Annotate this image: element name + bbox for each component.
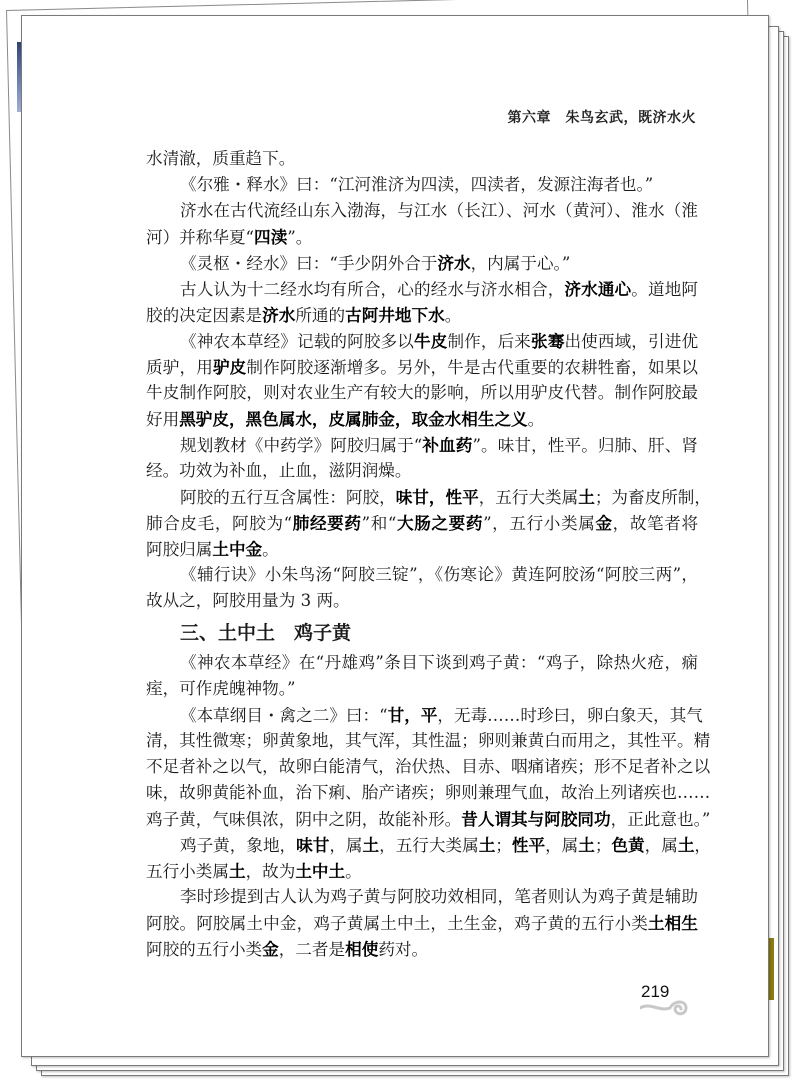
bold-text: 味甘 bbox=[296, 835, 330, 855]
bold-text: 驴皮 bbox=[212, 357, 247, 377]
bold-text: 土中土 bbox=[295, 861, 346, 881]
text-line bbox=[146, 728, 711, 754]
text: 《神农本草经》记载的阿胶多以 bbox=[180, 332, 414, 351]
bold-text: 古阿井地下水 bbox=[345, 305, 445, 325]
text: ；为畜皮所制， bbox=[594, 488, 711, 507]
text: 故从之，阿胶用量为 3 两。 bbox=[146, 591, 350, 610]
text: ，五行大类属 bbox=[478, 488, 579, 507]
text: ，故为 bbox=[245, 862, 296, 881]
text: ”。 bbox=[287, 228, 313, 247]
text-line bbox=[146, 406, 698, 432]
text-line bbox=[146, 858, 698, 884]
bold-text: 肺经要药 bbox=[292, 513, 362, 533]
text-line bbox=[146, 780, 711, 806]
text: 《本草纲目・禽之二》曰：“ bbox=[180, 706, 388, 725]
section-heading: 三、土中土 鸡子黄 bbox=[180, 622, 352, 644]
bold-text: 大肠之要药 bbox=[396, 513, 484, 533]
text: 阿胶的五行小类 bbox=[146, 940, 263, 959]
text-line bbox=[146, 224, 698, 250]
text-line bbox=[146, 510, 698, 536]
text: ”。味甘，性平。归肺、肝、肾 bbox=[472, 436, 699, 455]
text-line bbox=[146, 536, 698, 562]
text-line bbox=[146, 146, 698, 172]
bold-text: 济水通心 bbox=[564, 279, 632, 299]
text: 阿胶。阿胶属土中金，鸡子黄属土中土，土生金，鸡子黄的五行小类 bbox=[146, 914, 648, 933]
bold-text: 相使 bbox=[345, 939, 379, 959]
running-head: 第六章 朱鸟玄武，既济水火 bbox=[507, 110, 696, 126]
text: 痓，可作虎魄神物。” bbox=[146, 679, 296, 698]
text-line bbox=[146, 754, 711, 780]
text: 药对。 bbox=[378, 940, 429, 959]
bold-text: 土 bbox=[578, 487, 595, 507]
text: ，属 bbox=[644, 836, 678, 855]
text: ”，五行小类属 bbox=[483, 514, 596, 533]
bold-text: 牛皮 bbox=[414, 331, 448, 351]
text: 鸡子黄，象地， bbox=[180, 836, 297, 855]
bold-text: 土 bbox=[362, 835, 380, 855]
text: 《辅行诀》小朱鸟汤“阿胶三锭”，《伤寒论》黄连阿胶汤“阿胶三两”， bbox=[180, 565, 698, 584]
bold-text: 补血药 bbox=[422, 435, 473, 455]
text: ，属 bbox=[545, 836, 579, 855]
bold-text: 张骞 bbox=[531, 331, 565, 351]
text-line bbox=[146, 432, 698, 458]
text: 胶的决定因素是 bbox=[146, 306, 263, 325]
text: 清，其性微寒；卵黄象地，其气浑，其性温；卵则兼黄白而用之，其性平。精 bbox=[146, 731, 711, 750]
text: 牛皮制作阿胶，则对农业生产有较大的影响，所以用驴皮代替。制作阿胶最 bbox=[146, 383, 698, 402]
text: 水清澈，质重趋下。 bbox=[146, 149, 296, 168]
text: 。 bbox=[444, 306, 462, 325]
text: ，二者是 bbox=[278, 940, 346, 959]
text: 经。功效为补血，止血，滋阴润燥。 bbox=[146, 461, 412, 480]
text: 五行小类属 bbox=[146, 862, 229, 881]
text: ，内属于心。” bbox=[470, 254, 571, 273]
text: 规划教材《中药学》阿胶归属于“ bbox=[180, 436, 423, 455]
bold-text: 四渎 bbox=[254, 227, 288, 247]
bold-text: 昔人谓其与阿胶同功 bbox=[461, 809, 611, 829]
text-line bbox=[146, 250, 698, 276]
text: 制作阿胶逐渐增多。另外，牛是古代重要的农耕牲畜，如果以 bbox=[246, 358, 699, 377]
text-line bbox=[146, 562, 698, 588]
text: 肺合皮毛，阿胶为“ bbox=[146, 514, 293, 533]
text: 《灵枢・经水》曰：“手少阴外合于 bbox=[180, 254, 438, 273]
text-line bbox=[146, 354, 698, 380]
paragraph bbox=[146, 172, 698, 198]
text: 阿胶归属 bbox=[146, 540, 213, 559]
paragraph bbox=[146, 884, 698, 962]
paragraph bbox=[146, 250, 698, 276]
page-number: 219 bbox=[641, 982, 670, 1001]
text: 制作，后来 bbox=[447, 332, 532, 351]
text: 质驴，用 bbox=[146, 358, 213, 377]
text: ，无毒……时珍曰，卵白象天，其气 bbox=[437, 706, 703, 725]
bold-text: 土 bbox=[478, 835, 496, 855]
text: 李时珍提到古人认为鸡子黄与阿胶功效相同，笔者则认为鸡子黄是辅助 bbox=[180, 887, 698, 906]
text-line bbox=[146, 172, 698, 198]
text: ，属 bbox=[329, 836, 363, 855]
text-line bbox=[146, 806, 711, 832]
page-body bbox=[146, 146, 711, 962]
text: ”和“ bbox=[361, 514, 397, 533]
text: 。 bbox=[262, 540, 279, 559]
paragraph bbox=[146, 702, 711, 832]
bold-text: 土 bbox=[228, 861, 246, 881]
text-line bbox=[146, 588, 698, 614]
text-line bbox=[146, 328, 698, 354]
text: 济水在古代流经山东入渤海，与江水（长江）、河水（黄河）、淮水（淮 bbox=[180, 201, 698, 220]
bold-text: 性平 bbox=[511, 835, 546, 855]
paragraph bbox=[146, 562, 698, 614]
bold-text: 甘，平 bbox=[387, 705, 438, 725]
bold-text: 金 bbox=[595, 513, 613, 533]
text: 《尔雅・释水》曰：“江河淮济为四渎，四渎者，发源注海者也。” bbox=[180, 175, 654, 194]
text-line bbox=[146, 702, 703, 728]
bold-text: 色黄 bbox=[611, 835, 645, 855]
text: ； bbox=[495, 836, 512, 855]
paragraph bbox=[146, 276, 698, 328]
paragraph bbox=[146, 484, 711, 562]
text: 。 bbox=[345, 862, 362, 881]
paragraph bbox=[146, 832, 711, 884]
text: 古人认为十二经水均有所合，心的经水与济水相合， bbox=[180, 280, 565, 299]
text-line bbox=[146, 276, 698, 302]
text: 河）并称华夏“ bbox=[146, 228, 255, 247]
paragraph bbox=[146, 432, 698, 484]
text-line bbox=[146, 936, 698, 962]
text-line bbox=[146, 198, 698, 224]
bold-text: 济水 bbox=[437, 253, 471, 273]
text: ， bbox=[694, 836, 711, 855]
text-line bbox=[146, 302, 698, 328]
text-line bbox=[146, 458, 698, 484]
text: 所通的 bbox=[295, 306, 346, 325]
bold-text: 味甘，性平 bbox=[395, 487, 479, 507]
bold-text: 黑驴皮，黑色属水，皮属肺金，取金水相生之义 bbox=[179, 409, 528, 429]
text: ； bbox=[594, 836, 612, 855]
text-line bbox=[146, 484, 711, 510]
text: 《神农本草经》在“丹雄鸡”条目下谈到鸡子黄：“鸡子，除热火疮，痫 bbox=[180, 653, 698, 672]
paragraph bbox=[146, 198, 698, 250]
paragraph bbox=[146, 146, 698, 172]
paragraph bbox=[146, 650, 698, 702]
bold-text: 土 bbox=[578, 835, 595, 855]
book-page bbox=[21, 15, 769, 1057]
text-line bbox=[146, 832, 711, 858]
bold-text: 金 bbox=[262, 939, 279, 959]
bold-text: 土中金 bbox=[212, 539, 263, 559]
text: 。道地阿 bbox=[631, 280, 699, 299]
text-line bbox=[146, 676, 698, 702]
paragraph bbox=[146, 328, 698, 432]
bold-text: 济水 bbox=[262, 305, 296, 325]
text-line bbox=[146, 884, 698, 910]
text: 。 bbox=[527, 410, 545, 429]
cloud-ornament-icon bbox=[640, 996, 690, 1018]
text: 好用 bbox=[146, 410, 180, 429]
bold-text: 土 bbox=[677, 835, 695, 855]
text: ，故笔者将 bbox=[612, 514, 699, 533]
text: 出使西域，引进优 bbox=[564, 332, 699, 351]
text: ，五行大类属 bbox=[379, 836, 479, 855]
text: ，正此意也。” bbox=[610, 810, 711, 829]
text-line bbox=[146, 910, 698, 936]
text-line bbox=[146, 380, 698, 406]
text-line bbox=[146, 650, 698, 676]
text: 阿胶的五行互含属性：阿胶， bbox=[180, 488, 396, 507]
text: 不足者补之以气，故卵白能清气，治伏热、目赤、咽痛诸疾；形不足者补之以 bbox=[146, 757, 711, 776]
text: 鸡子黄，气味俱浓，阴中之阴，故能补形。 bbox=[146, 810, 462, 829]
text: 味，故卵黄能补血，治下痢、胎产诸疾；卵则兼理气血，故治上列诸疾也…… bbox=[146, 783, 711, 802]
bold-text: 土相生 bbox=[647, 913, 699, 933]
